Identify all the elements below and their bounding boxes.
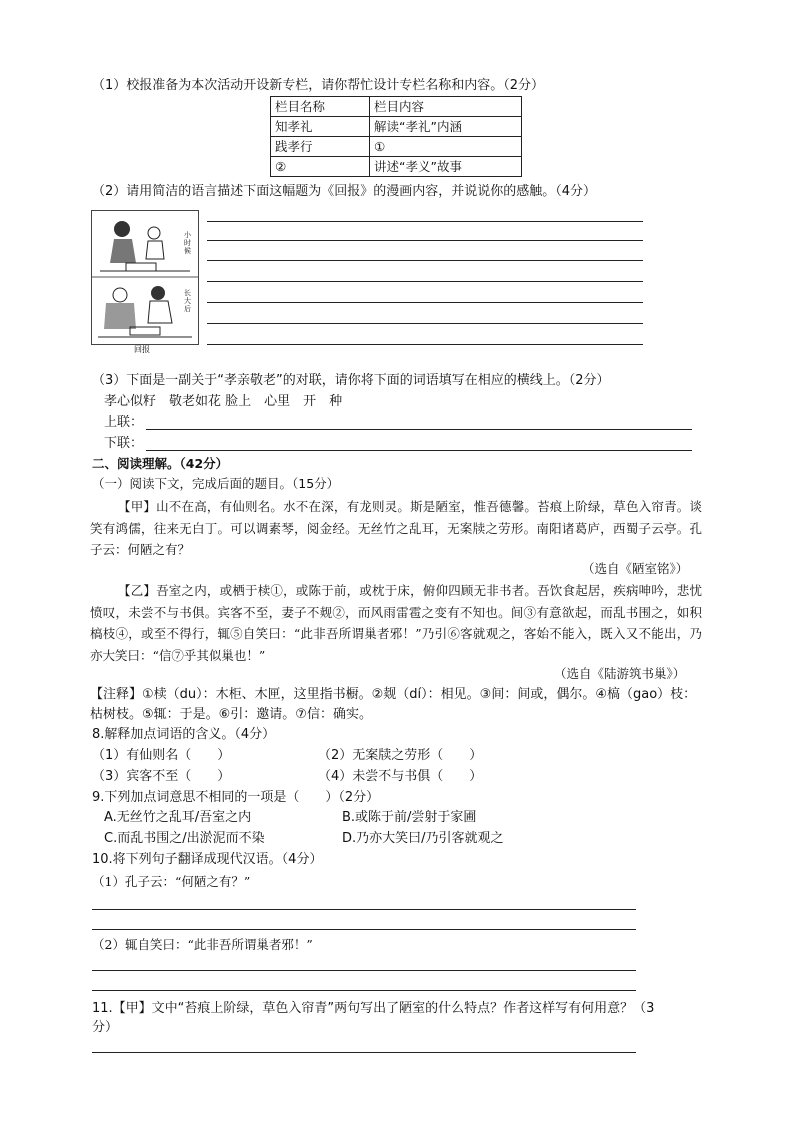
q9-option-c[interactable]: C.而乱书围之/出淤泥而不染 (104, 831, 265, 846)
answer-line[interactable] (92, 990, 636, 991)
q9-option-b[interactable]: B.或陈于前/尝射于家圃 (342, 810, 477, 825)
answer-line[interactable] (92, 909, 636, 910)
passage-a: 【甲】山不在高，有仙则名。水不在深，有龙则灵。斯是陋室，惟吾德馨。苔痕上阶绿，草色入帘青。谈笑有鸿儒，往来无白丁。可以调素琴，阅金经。无丝竹之乱耳，无案牍之劳形。南阳诸葛庐，西蜀子云亭。孔子云：何陋之有？ (90, 499, 702, 557)
cartoon-label-top: 小时候 (184, 231, 191, 255)
cartoon-label-bottom: 长大后 (184, 289, 191, 313)
answer-line[interactable] (92, 929, 636, 930)
answer-line[interactable] (207, 344, 643, 345)
q8-prompt: 8.解释加点词语的含义。（4分） (92, 727, 276, 742)
q8-item-4: （4）未尝不与书俱（ ） (318, 769, 483, 784)
table-cell: 讲述“孝义”故事 (370, 157, 522, 177)
cartoon-drawing (92, 211, 198, 344)
upper-couplet-label: 上联： (104, 415, 144, 430)
upper-couplet-line[interactable] (146, 429, 692, 430)
cartoon-caption: 回报 (134, 345, 150, 354)
table-cell: 知孝礼 (271, 117, 370, 137)
q10-sentence-2: （2）辄自笑曰：“此非吾所谓巢者邪！” (92, 937, 313, 952)
lower-couplet-line[interactable] (146, 450, 692, 451)
q9-option-d[interactable]: D.乃亦大笑曰/乃引客就观之 (342, 831, 504, 846)
q8-item-2: （2）无案牍之劳形（ ） (318, 748, 483, 763)
section-title: 二、阅读理解。（42分） (92, 456, 229, 471)
table-cell: ① (370, 137, 522, 157)
section-subtitle: （一）阅读下文，完成后面的题目。（15分） (92, 476, 340, 491)
column-table (270, 96, 522, 177)
answer-line[interactable] (207, 281, 643, 282)
q1-prompt: （1）校报准备为本次活动开设新专栏，请你帮忙设计专栏名称和内容。（2分） (92, 78, 545, 93)
q9-prompt: 9.下列加点词意思不相同的一项是（ ）（2分） (92, 790, 380, 805)
passage-b: 【乙】吾室之内，或栖于椟①，或陈于前，或枕于床，俯仰四顾无非书者。吾饮食起居，疾病呻吟，悲忧愤叹，未尝不与书俱。宾客不至，妻子不觌②，而风雨雷雹之变有不知也。间③有意欲起，而乱书围之，如积槁枝④，或至不得行，辄⑤自笑曰：“此非吾所谓巢者邪！”乃引⑥客就观之，客始不能入，既入又不能出，乃亦大笑曰：“信⑦乎其似巢也！” (90, 583, 702, 663)
answer-line[interactable] (207, 323, 643, 324)
q8-item-1: （1）有仙则名（ ） (92, 748, 231, 763)
lower-couplet-label: 下联： (104, 436, 144, 451)
q10-sentence-1: （1）孔子云：“何陋之有？” (92, 874, 251, 889)
table-cell: ② (271, 157, 370, 177)
q9-option-a[interactable]: A.无丝竹之乱耳/吾室之内 (104, 810, 252, 825)
answer-line[interactable] (207, 221, 643, 222)
q8-item-3: （3）宾客不至（ ） (92, 769, 231, 784)
q11-prompt-line-2: 分） (92, 1020, 119, 1035)
cartoon-image (91, 210, 199, 345)
passage-b-source: （选自《陆游筑书巢》） (554, 666, 686, 681)
answer-line[interactable] (207, 260, 643, 261)
answer-line[interactable] (207, 302, 643, 303)
passage-a-source: （选自《陋室铭》） (582, 561, 689, 576)
table-header: 栏目内容 (370, 97, 522, 117)
notes: 【注释】①椟（du）：木柜、木匣，这里指书橱。②觌（dí）：相见。③间：间或，偶尔。④槁（gao）枝：枯树枝。⑤辄：于是。⑥引：邀请。⑦信：确实。 (90, 687, 697, 722)
q2-prompt: （2）请用简洁的语言描述下面这幅题为《回报》的漫画内容，并说说你的感触。（4分） (92, 184, 597, 199)
answer-line[interactable] (92, 970, 636, 971)
table-header: 栏目名称 (271, 97, 370, 117)
answer-line[interactable] (207, 240, 643, 241)
q11-prompt-line-1: 11.【甲】文中“苔痕上阶绿，草色入帘青”两句写出了陋室的什么特点？作者这样写有何用意？（3 (92, 1001, 655, 1016)
q10-prompt: 10.将下列句子翻译成现代汉语。（4分） (92, 852, 323, 867)
table-cell: 践孝行 (271, 137, 370, 157)
answer-line[interactable] (92, 1052, 636, 1053)
q3-words: 孝心似籽 敬老如花 脸上 心里 开 种 (104, 394, 343, 409)
table-cell: 解读“孝礼”内涵 (370, 117, 522, 137)
q3-prompt: （3）下面是一副关于“孝亲敬老”的对联，请你将下面的词语填写在相应的横线上。（2分） (92, 373, 610, 388)
